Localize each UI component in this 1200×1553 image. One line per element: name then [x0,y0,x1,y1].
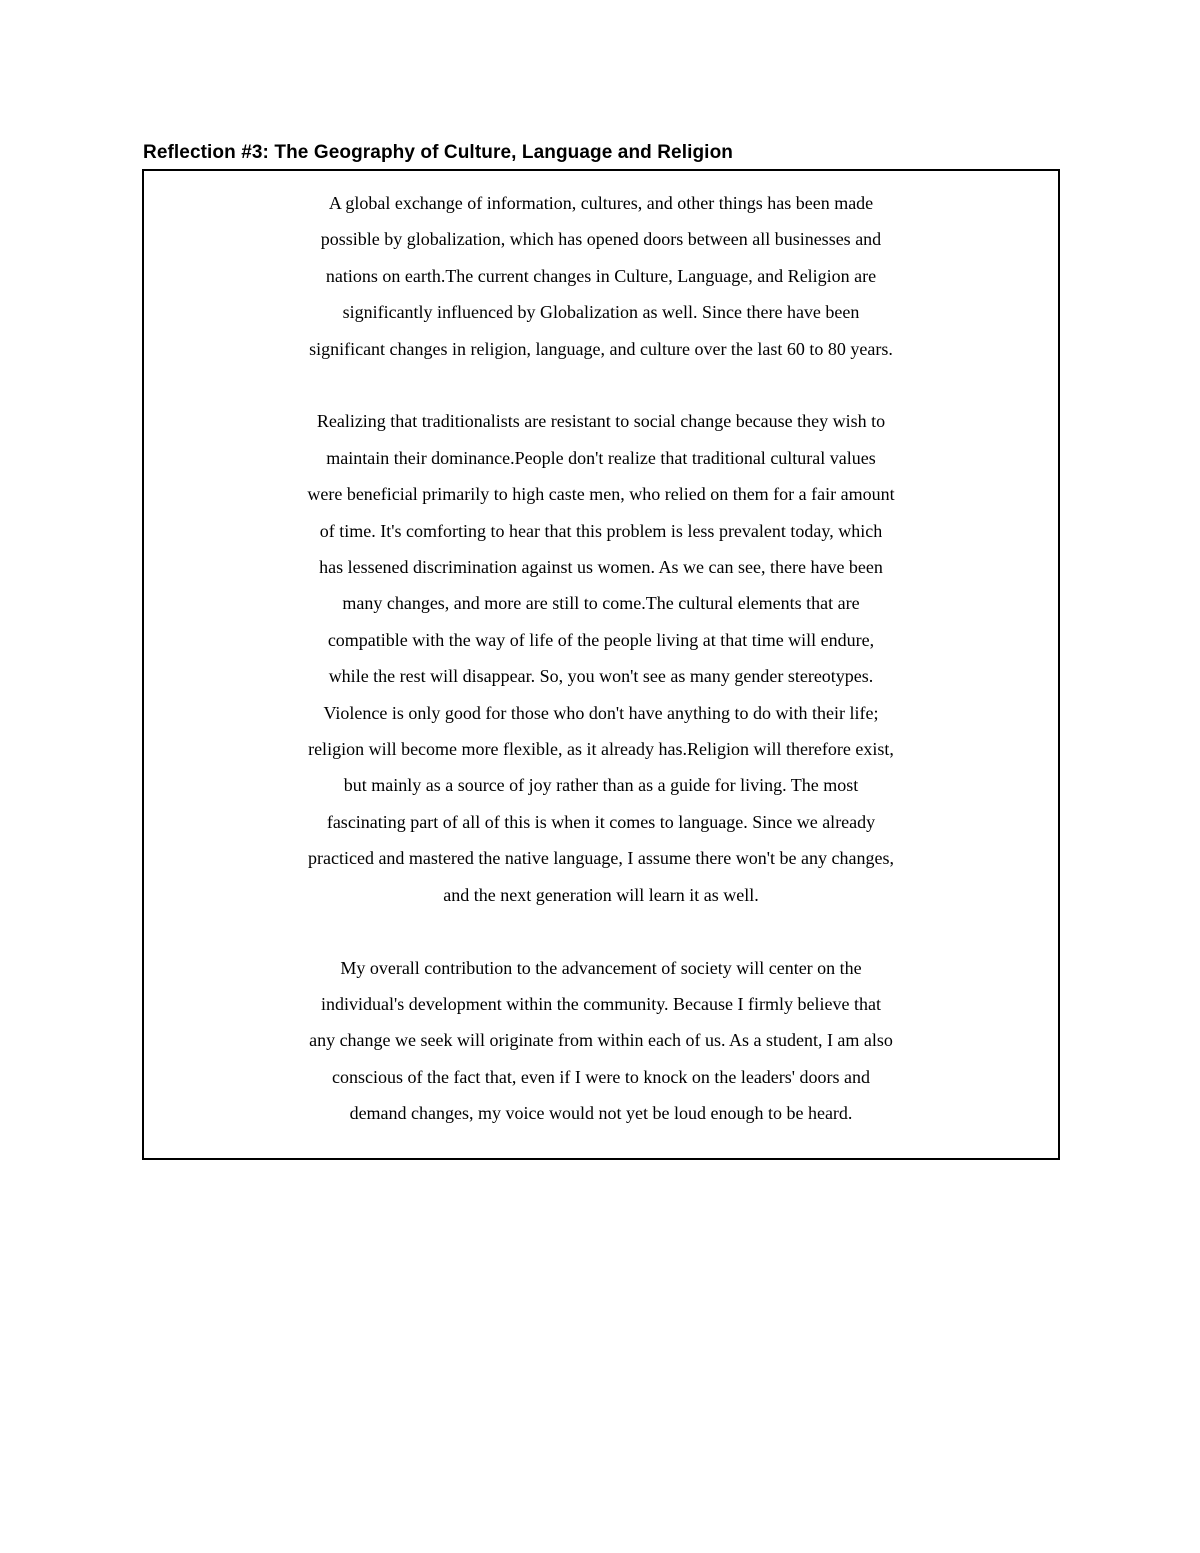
paragraph-line: compatible with the way of life of the people living at that time will endure, [327,629,875,650]
paragraph-line: maintain their dominance.People don't realize that traditional cultural values [326,447,876,468]
paragraph-line: practiced and mastered the native language, I assume there won't be any changes, [307,848,894,869]
paragraph-line: were beneficial primarily to high caste men, who relied on them for a fair amount [307,484,895,505]
paragraph-line: significantly influenced by Globalization as well. Since there have been [342,302,860,323]
paragraph-line: significant changes in religion, language, and culture over the last 60 to 80 years. [309,338,893,359]
paragraph-spacer [144,367,1058,403]
paragraph-3 [144,950,1058,1132]
paragraph-line: conscious of the fact that, even if I were to knock on the leaders' doors and [331,1066,871,1087]
paragraph-line: religion will become more flexible, as it already has.Religion will therefore exist, [308,739,894,760]
paragraph-2 [144,403,1058,913]
paragraph-line: many changes, and more are still to come.The cultural elements that are [342,593,860,614]
paragraph-line: individual's development within the community. Because I firmly believe that [321,993,881,1014]
paragraph-line: fascinating part of all of this is when it comes to language. Since we already [326,811,876,832]
paragraph-line: Violence is only good for those who don't have anything to do with their life; [323,702,879,723]
reflection-title: Reflection #3: The Geography of Culture, Language and Religion [143,142,733,163]
paragraph-line: and the next generation will learn it as well. [443,884,759,905]
paragraph-line: A global exchange of information, cultures, and other things has been made [328,193,874,213]
paragraph-line: nations on earth.The current changes in Culture, Language, and Religion are [325,265,877,286]
reflection-text-box [142,169,1060,1160]
paragraph-line: has lessened discrimination against us women. As we can see, there have been [319,557,883,578]
paragraph-line: while the rest will disappear. So, you won't see as many gender stereotypes. [328,666,874,687]
paragraph-1 [144,185,1058,367]
paragraph-line: possible by globalization, which has opened doors between all businesses and [320,229,882,250]
paragraph-line: of time. It's comforting to hear that this problem is less prevalent today, which [319,520,883,541]
paragraph-line: demand changes, my voice would not yet be loud enough to be heard. [349,1103,853,1124]
paragraph-line: Realizing that traditionalists are resistant to social change because they wish to [316,411,886,432]
paragraph-line: any change we seek will originate from within each of us. As a student, I am also [309,1030,893,1051]
reflection-body [144,185,1058,1132]
paragraph-line: but mainly as a source of joy rather than as a guide for living. The most [343,775,859,796]
paragraph-line: My overall contribution to the advancement of society will center on the [340,957,862,978]
paragraph-spacer [144,913,1058,949]
